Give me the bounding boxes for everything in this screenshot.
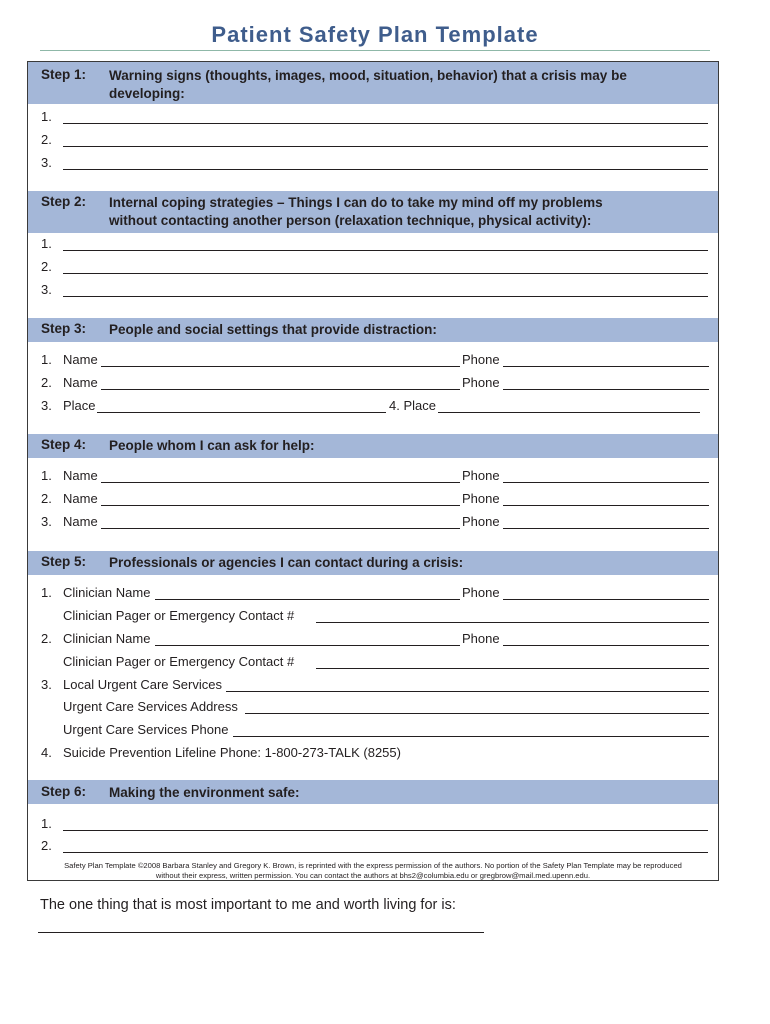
step-4-name-label: Name <box>63 491 98 506</box>
page-title: Patient Safety Plan Template <box>211 22 539 47</box>
step-5-item-number: 3. <box>41 677 52 692</box>
step-5-phone-label: Phone <box>462 585 500 600</box>
step-3-item-number: 1. <box>41 352 52 367</box>
step-1-line-1[interactable] <box>63 123 708 124</box>
step-4-phone-label: Phone <box>462 491 500 506</box>
step-5-urgent-care-label: Local Urgent Care Services <box>63 677 222 692</box>
step-4-name-3-field[interactable] <box>101 528 460 529</box>
step-1-item-number: 3. <box>41 155 52 170</box>
step-4-phone-2-field[interactable] <box>503 505 709 506</box>
step-6-line-2[interactable] <box>63 852 708 853</box>
step-3-name-label: Name <box>63 352 98 367</box>
step-3-place-4-field[interactable] <box>438 412 700 413</box>
step-1-item-number: 1. <box>41 109 52 124</box>
step-3-title: People and social settings that provide distraction: <box>109 322 437 337</box>
step-5-clinician-2-pager-field[interactable] <box>316 668 709 669</box>
step-1-line-3[interactable] <box>63 169 708 170</box>
step-3-place-3-field[interactable] <box>97 412 386 413</box>
step-4-label: Step 4: <box>41 437 87 452</box>
step-3-place-4-label: 4. Place <box>389 398 436 413</box>
step-6-label: Step 6: <box>41 784 87 799</box>
step-3-phone-2-field[interactable] <box>503 389 709 390</box>
step-5-clinician-2-phone-field[interactable] <box>503 645 709 646</box>
step-3-label: Step 3: <box>41 321 87 336</box>
step-5-phone-label: Phone <box>462 631 500 646</box>
step-1-title-line2: developing: <box>109 86 185 101</box>
step-3-phone-1-field[interactable] <box>503 366 709 367</box>
step-5-clinician-name-label: Clinician Name <box>63 585 151 600</box>
step-2-title-line2: without contacting another person (relaxation technique, physical activity): <box>109 213 592 228</box>
step-6-item-number: 1. <box>41 816 52 831</box>
step-2-header <box>28 191 718 233</box>
step-1-header <box>28 62 718 104</box>
step-6-item-number: 2. <box>41 838 52 853</box>
step-2-item-number: 3. <box>41 282 52 297</box>
title-divider <box>40 50 710 51</box>
step-5-clinician-1-phone-field[interactable] <box>503 599 709 600</box>
step-4-title: People whom I can ask for help: <box>109 438 315 453</box>
step-3-phone-label: Phone <box>462 375 500 390</box>
step-5-clinician-1-name-field[interactable] <box>155 599 460 600</box>
copyright-line-2: without their express, written permission. You can contact the authors at bhs2@columbia.edu or gregbrow@mail.med.upenn.edu. <box>155 871 591 880</box>
step-4-phone-1-field[interactable] <box>503 482 709 483</box>
step-4-name-label: Name <box>63 514 98 529</box>
step-4-item-number: 1. <box>41 468 52 483</box>
step-5-label: Step 5: <box>41 554 87 569</box>
step-3-name-2-field[interactable] <box>101 389 460 390</box>
step-2-line-2[interactable] <box>63 273 708 274</box>
step-4-header <box>28 434 718 458</box>
step-2-item-number: 1. <box>41 236 52 251</box>
step-2-item-number: 2. <box>41 259 52 274</box>
step-5-urgent-phone-field[interactable] <box>233 736 709 737</box>
step-1-label: Step 1: <box>41 67 87 82</box>
step-5-clinician-2-name-field[interactable] <box>155 645 460 646</box>
step-2-line-1[interactable] <box>63 250 708 251</box>
step-6-title: Making the environment safe: <box>109 785 300 800</box>
step-5-clinician-1-pager-field[interactable] <box>316 622 709 623</box>
step-1-title-line1: Warning signs (thoughts, images, mood, situation, behavior) that a crisis may be <box>109 68 627 83</box>
step-5-item-number: 2. <box>41 631 52 646</box>
step-5-header <box>28 551 718 575</box>
step-2-title-line1: Internal coping strategies – Things I can do to take my mind off my problems <box>109 195 603 210</box>
step-5-title: Professionals or agencies I can contact during a crisis: <box>109 555 464 570</box>
step-5-item-number: 4. <box>41 745 52 760</box>
step-3-phone-label: Phone <box>462 352 500 367</box>
step-6-header <box>28 780 718 804</box>
closing-prompt: The one thing that is most important to me and worth living for is: <box>40 897 456 913</box>
step-5-pager-label: Clinician Pager or Emergency Contact # <box>63 654 295 669</box>
step-5-urgent-address-field[interactable] <box>245 713 709 714</box>
step-5-urgent-address-label: Urgent Care Services Address <box>63 699 238 714</box>
copyright-line-1: Safety Plan Template ©2008 Barbara Stanley and Gregory K. Brown, is reprinted with the express permission of the authors. No portion of the Safety Plan Template may be reproduced <box>64 861 682 870</box>
step-3-item-number: 3. <box>41 398 52 413</box>
step-1-item-number: 2. <box>41 132 52 147</box>
step-3-item-number: 2. <box>41 375 52 390</box>
step-3-header <box>28 318 718 342</box>
step-5-pager-label: Clinician Pager or Emergency Contact # <box>63 608 295 623</box>
step-2-label: Step 2: <box>41 194 87 209</box>
step-4-name-1-field[interactable] <box>101 482 460 483</box>
step-5-urgent-care-field[interactable] <box>226 691 709 692</box>
closing-answer-field[interactable] <box>38 932 484 933</box>
step-4-name-label: Name <box>63 468 98 483</box>
step-3-place-label: Place <box>63 398 96 413</box>
step-4-item-number: 3. <box>41 514 52 529</box>
step-4-phone-label: Phone <box>462 468 500 483</box>
step-4-item-number: 2. <box>41 491 52 506</box>
step-5-lifeline-text: Suicide Prevention Lifeline Phone: 1-800-273-TALK (8255) <box>63 745 401 760</box>
step-6-line-1[interactable] <box>63 830 708 831</box>
step-3-name-1-field[interactable] <box>101 366 460 367</box>
step-5-urgent-phone-label: Urgent Care Services Phone <box>63 722 229 737</box>
step-5-clinician-name-label: Clinician Name <box>63 631 151 646</box>
step-2-line-3[interactable] <box>63 296 708 297</box>
step-3-name-label: Name <box>63 375 98 390</box>
copyright-footer <box>28 861 718 881</box>
step-5-item-number: 1. <box>41 585 52 600</box>
step-4-phone-label: Phone <box>462 514 500 529</box>
step-1-line-2[interactable] <box>63 146 708 147</box>
step-4-phone-3-field[interactable] <box>503 528 709 529</box>
step-4-name-2-field[interactable] <box>101 505 460 506</box>
